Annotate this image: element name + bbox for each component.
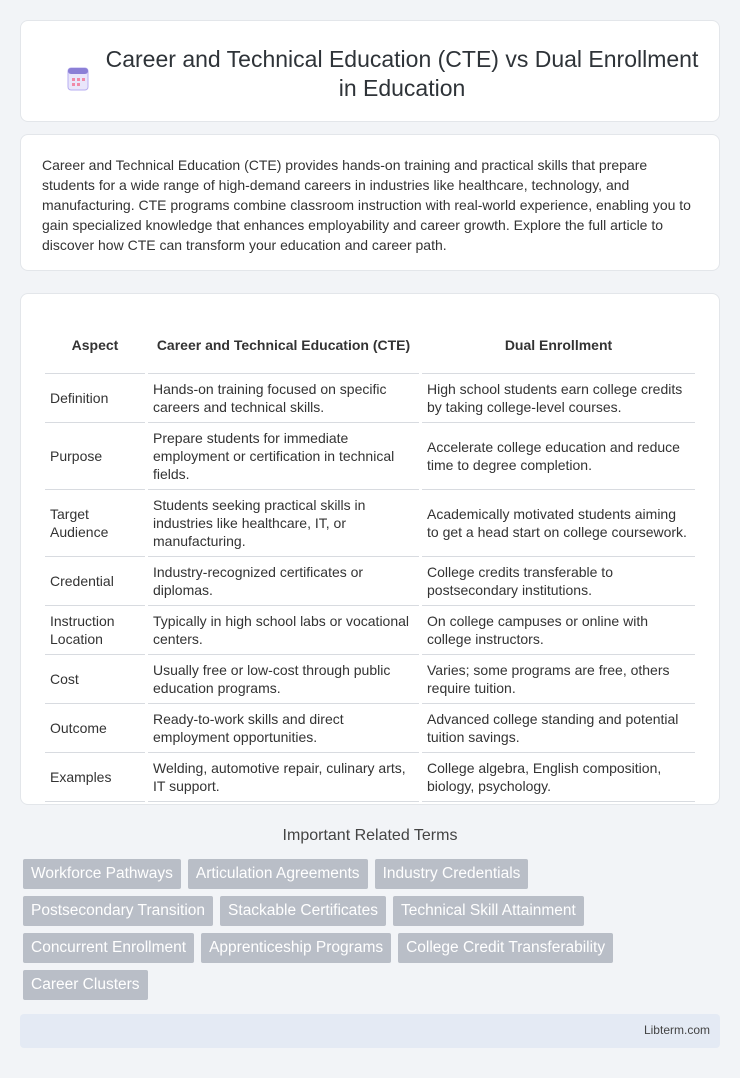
table-row: [45, 490, 695, 557]
document-icon: [67, 67, 89, 91]
dual-enrollment-cell: On college campuses or online with college instructors.: [422, 606, 695, 655]
footer-site-link[interactable]: Libterm.com: [643, 1023, 710, 1037]
aspect-cell: Examples: [45, 753, 145, 802]
dual-enrollment-cell: Academically motivated students aiming to get a head start on college coursework.: [422, 490, 695, 557]
aspect-cell: Outcome: [45, 704, 145, 753]
aspect-cell: Target Audience: [45, 490, 145, 557]
comparison-table: [42, 314, 698, 802]
cte-cell: Ready-to-work skills and direct employment opportunities.: [148, 704, 419, 753]
dual-enrollment-cell: Varies; some programs are free, others require tuition.: [422, 655, 695, 704]
dual-enrollment-cell: College algebra, English composition, biology, psychology.: [422, 753, 695, 802]
header-cte: Career and Technical Education (CTE): [148, 314, 419, 374]
cte-cell: Prepare students for immediate employment or certification in technical fields.: [148, 423, 419, 490]
footer: [20, 1014, 720, 1048]
cte-cell: Usually free or low-cost through public education programs.: [148, 655, 419, 704]
header-dual-enrollment: Dual Enrollment: [422, 314, 695, 374]
intro-card: [20, 134, 720, 271]
table-row: [45, 374, 695, 423]
cte-cell: Industry-recognized certificates or diplomas.: [148, 557, 419, 606]
cte-cell: Hands-on training focused on specific careers and technical skills.: [148, 374, 419, 423]
cte-cell: Welding, automotive repair, culinary arts, IT support.: [148, 753, 419, 802]
related-term-tag[interactable]: College Credit Transferability: [398, 933, 613, 963]
related-term-tag[interactable]: Industry Credentials: [375, 859, 529, 889]
dual-enrollment-cell: High school students earn college credits by taking college-level courses.: [422, 374, 695, 423]
aspect-cell: Purpose: [45, 423, 145, 490]
dual-enrollment-cell: Advanced college standing and potential tuition savings.: [422, 704, 695, 753]
table-header-row: [45, 314, 695, 374]
intro-paragraph: Career and Technical Education (CTE) provides hands-on training and practical skills that prepare students for a wide range of high-demand careers in industries like healthcare, technology, and manufacturing. CTE programs combine classroom instruction with real-world experience, enabling you to gain specialized knowledge that enhances employability and career growth. Explore the full article to discover how CTE can transform your education and career path.: [42, 157, 691, 253]
table-row: [45, 557, 695, 606]
page-title: Career and Technical Education (CTE) vs Dual Enrollment in Education: [105, 46, 699, 101]
related-term-tag[interactable]: Career Clusters: [23, 970, 148, 1000]
dual-enrollment-cell: Accelerate college education and reduce time to degree completion.: [422, 423, 695, 490]
table-row: [45, 606, 695, 655]
cte-cell: Typically in high school labs or vocational centers.: [148, 606, 419, 655]
aspect-cell: Credential: [45, 557, 145, 606]
title-card: [20, 20, 720, 122]
related-terms-title: Important Related Terms: [282, 827, 458, 844]
table-row: [45, 704, 695, 753]
table-row: [45, 423, 695, 490]
related-term-tag[interactable]: Concurrent Enrollment: [23, 933, 194, 963]
related-term-tag[interactable]: Workforce Pathways: [23, 859, 181, 889]
header-aspect: Aspect: [45, 314, 145, 374]
related-term-tag[interactable]: Technical Skill Attainment: [393, 896, 584, 926]
cte-cell: Students seeking practical skills in industries like healthcare, IT, or manufacturing.: [148, 490, 419, 557]
aspect-cell: Cost: [45, 655, 145, 704]
aspect-cell: Definition: [45, 374, 145, 423]
table-row: [45, 655, 695, 704]
related-term-tag[interactable]: Postsecondary Transition: [23, 896, 213, 926]
aspect-cell: Instruction Location: [45, 606, 145, 655]
related-term-tag[interactable]: Apprenticeship Programs: [201, 933, 391, 963]
dual-enrollment-cell: College credits transferable to postsecondary institutions.: [422, 557, 695, 606]
related-term-tag[interactable]: Stackable Certificates: [220, 896, 386, 926]
related-terms-list: [23, 859, 683, 1000]
table-row: [45, 753, 695, 802]
comparison-table-card: [20, 293, 720, 805]
related-term-tag[interactable]: Articulation Agreements: [188, 859, 368, 889]
